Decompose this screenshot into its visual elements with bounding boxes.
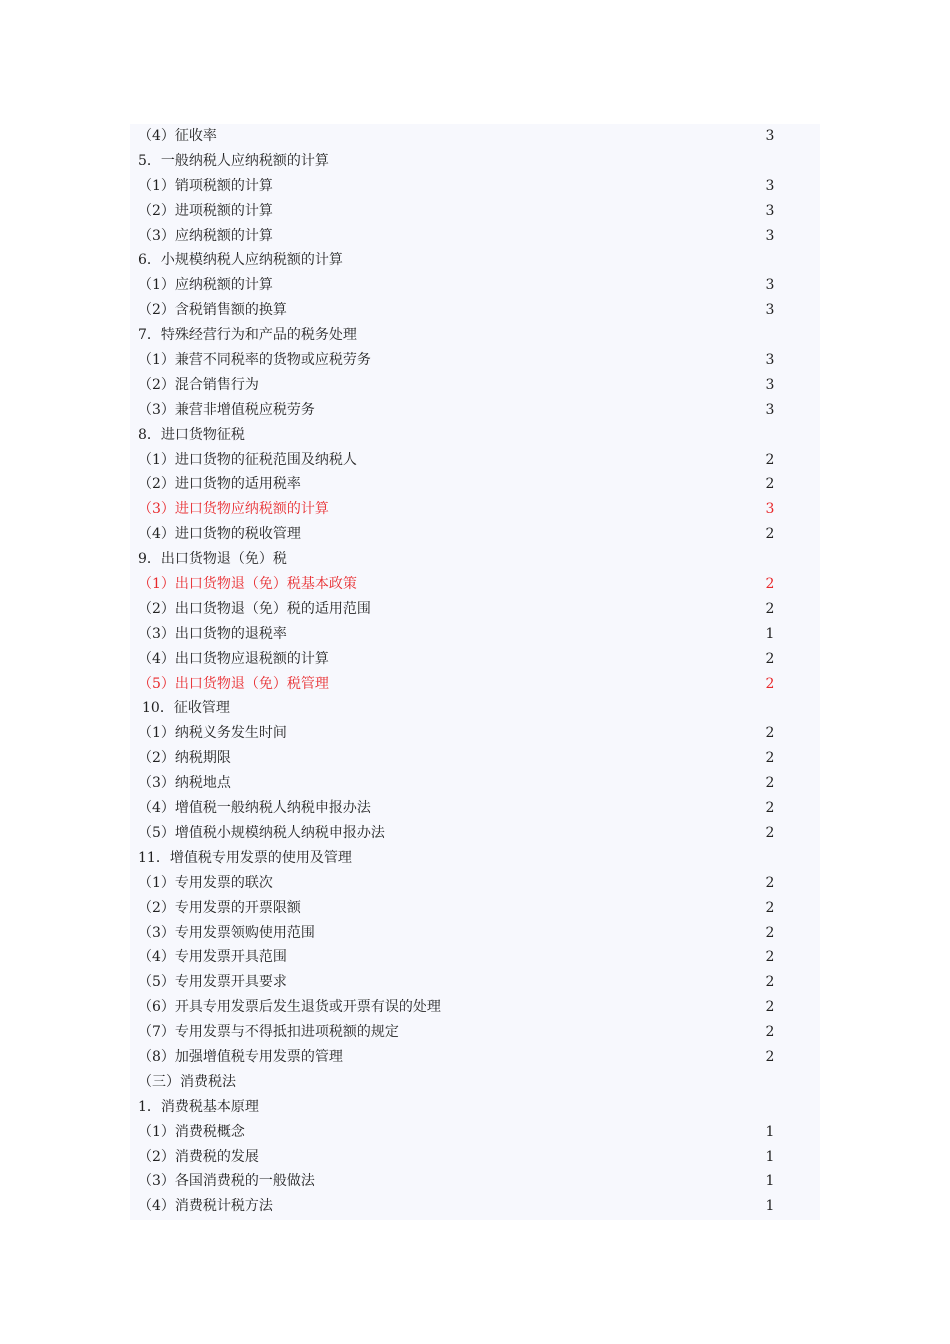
row-label: （1）出口货物退（免）税基本政策 — [138, 576, 357, 593]
row-label: （1）消费税概念 — [138, 1123, 245, 1140]
row-label: （7）专用发票与不得抵扣进项税额的规定 — [138, 1024, 399, 1041]
row-label: 8．进口货物征税 — [138, 426, 245, 443]
row-label: 6．小规模纳税人应纳税额的计算 — [138, 252, 343, 269]
row-label: （2）专用发票的开票限额 — [138, 899, 301, 916]
row-label: （3）出口货物的退税率 — [138, 625, 287, 642]
row-hours: 2 — [765, 800, 775, 817]
table-row — [130, 348, 820, 373]
table-row — [130, 174, 820, 199]
row-hours: 3 — [765, 177, 775, 194]
row-hours: 3 — [765, 128, 775, 144]
table-row — [130, 896, 820, 921]
table-row — [130, 921, 820, 946]
row-label: （2）进项税额的计算 — [138, 202, 273, 219]
table-row — [130, 248, 820, 273]
row-label: （3）纳税地点 — [138, 775, 231, 792]
row-hours: 1 — [765, 1198, 775, 1215]
table-row — [130, 398, 820, 423]
row-label: （1）专用发票的联次 — [138, 874, 273, 891]
row-hours: 3 — [765, 227, 775, 244]
row-label: （1）应纳税额的计算 — [138, 277, 273, 294]
table-row — [130, 273, 820, 298]
row-hours: 1 — [765, 625, 775, 642]
row-label: （1）兼营不同税率的货物或应税劳务 — [138, 352, 371, 369]
row-label: （6）开具专用发票后发生退货或开票有误的处理 — [138, 999, 441, 1016]
row-hours: 2 — [765, 824, 775, 841]
row-hours: 2 — [765, 999, 775, 1016]
row-hours: 2 — [765, 775, 775, 792]
row-hours: 2 — [765, 874, 775, 891]
row-hours: 1 — [765, 1148, 775, 1165]
row-label: （三）消费税法 — [138, 1073, 236, 1090]
row-label: （5）专用发票开具要求 — [138, 974, 287, 991]
table-row — [130, 871, 820, 896]
row-label: （3）各国消费税的一般做法 — [138, 1173, 315, 1190]
row-hours: 3 — [765, 501, 775, 518]
table-row — [130, 995, 820, 1020]
table-row — [130, 1095, 820, 1120]
table-row — [130, 696, 820, 721]
row-hours: 1 — [765, 1173, 775, 1190]
table-row — [130, 199, 820, 224]
table-row — [130, 298, 820, 323]
row-hours: 2 — [765, 899, 775, 916]
table-row — [130, 746, 820, 771]
row-hours: 2 — [765, 974, 775, 991]
row-label: （2）含税销售额的换算 — [138, 302, 287, 319]
row-label: 11．增值税专用发票的使用及管理 — [138, 849, 352, 866]
row-label: （3）应纳税额的计算 — [138, 227, 273, 244]
row-label: （2）消费税的发展 — [138, 1148, 259, 1165]
row-label: （1）销项税额的计算 — [138, 177, 273, 194]
table-row — [130, 547, 820, 572]
row-hours: 2 — [765, 650, 775, 667]
row-label: 9．出口货物退（免）税 — [138, 551, 287, 568]
table-row — [130, 448, 820, 473]
row-label: （4）专用发票开具范围 — [138, 949, 287, 966]
row-hours: 1 — [765, 1123, 775, 1140]
table-row — [130, 945, 820, 970]
row-label: （4）征收率 — [138, 128, 217, 144]
row-hours: 2 — [765, 600, 775, 617]
row-label: （3）兼营非增值税应税劳务 — [138, 401, 315, 418]
table-row — [130, 423, 820, 448]
table-row — [130, 970, 820, 995]
row-label: 5．一般纳税人应纳税额的计算 — [138, 152, 329, 169]
table-row — [130, 1120, 820, 1145]
row-label: （4）消费税计税方法 — [138, 1198, 273, 1215]
row-hours: 2 — [765, 1048, 775, 1065]
row-hours: 2 — [765, 1024, 775, 1041]
row-label: 7．特殊经营行为和产品的税务处理 — [138, 327, 357, 344]
table-row — [130, 821, 820, 846]
table-row — [130, 572, 820, 597]
row-label: 10．征收管理 — [142, 700, 230, 717]
row-label: （5）出口货物退（免）税管理 — [138, 675, 329, 692]
table-row — [130, 224, 820, 249]
row-label: （1）进口货物的征税范围及纳税人 — [138, 451, 357, 468]
table-row — [130, 846, 820, 871]
table-row — [130, 497, 820, 522]
row-label: （8）加强增值税专用发票的管理 — [138, 1048, 343, 1065]
row-hours: 2 — [765, 576, 775, 593]
table-row — [130, 1070, 820, 1095]
row-hours: 3 — [765, 376, 775, 393]
row-hours: 2 — [765, 476, 775, 493]
table-row — [130, 1045, 820, 1070]
row-label: （4）出口货物应退税额的计算 — [138, 650, 329, 667]
table-row — [130, 373, 820, 398]
table-row — [130, 796, 820, 821]
row-hours: 3 — [765, 302, 775, 319]
table-row — [130, 597, 820, 622]
table-row — [130, 149, 820, 174]
row-label: （4）进口货物的税收管理 — [138, 526, 301, 543]
table-row — [130, 771, 820, 796]
table-row — [130, 622, 820, 647]
row-hours: 2 — [765, 949, 775, 966]
row-hours: 2 — [765, 750, 775, 767]
table-row — [130, 522, 820, 547]
row-hours: 2 — [765, 924, 775, 941]
row-label: （2）混合销售行为 — [138, 376, 259, 393]
row-label: （2）纳税期限 — [138, 750, 231, 767]
table-row — [130, 672, 820, 697]
row-hours: 3 — [765, 352, 775, 369]
table-row — [130, 1194, 820, 1219]
table-row — [130, 647, 820, 672]
row-hours: 2 — [765, 675, 775, 692]
table-row — [130, 472, 820, 497]
row-label: （1）纳税义务发生时间 — [138, 725, 287, 742]
row-hours: 3 — [765, 277, 775, 294]
row-label: 1．消费税基本原理 — [138, 1098, 259, 1115]
table-row — [130, 1020, 820, 1045]
syllabus-table — [130, 124, 820, 1219]
document-page-panel — [130, 124, 820, 1220]
table-row — [130, 323, 820, 348]
table-row — [130, 1145, 820, 1170]
row-label: （3）进口货物应纳税额的计算 — [138, 501, 329, 518]
row-label: （2）出口货物退（免）税的适用范围 — [138, 600, 371, 617]
table-row — [130, 124, 820, 149]
row-label: （4）增值税一般纳税人纳税申报办法 — [138, 800, 371, 817]
row-label: （2）进口货物的适用税率 — [138, 476, 301, 493]
table-row — [130, 721, 820, 746]
row-label: （3）专用发票领购使用范围 — [138, 924, 315, 941]
row-hours: 3 — [765, 401, 775, 418]
row-hours: 3 — [765, 202, 775, 219]
row-hours: 2 — [765, 725, 775, 742]
row-hours: 2 — [765, 451, 775, 468]
row-label: （5）增值税小规模纳税人纳税申报办法 — [138, 824, 385, 841]
row-hours: 2 — [765, 526, 775, 543]
table-row — [130, 1169, 820, 1194]
